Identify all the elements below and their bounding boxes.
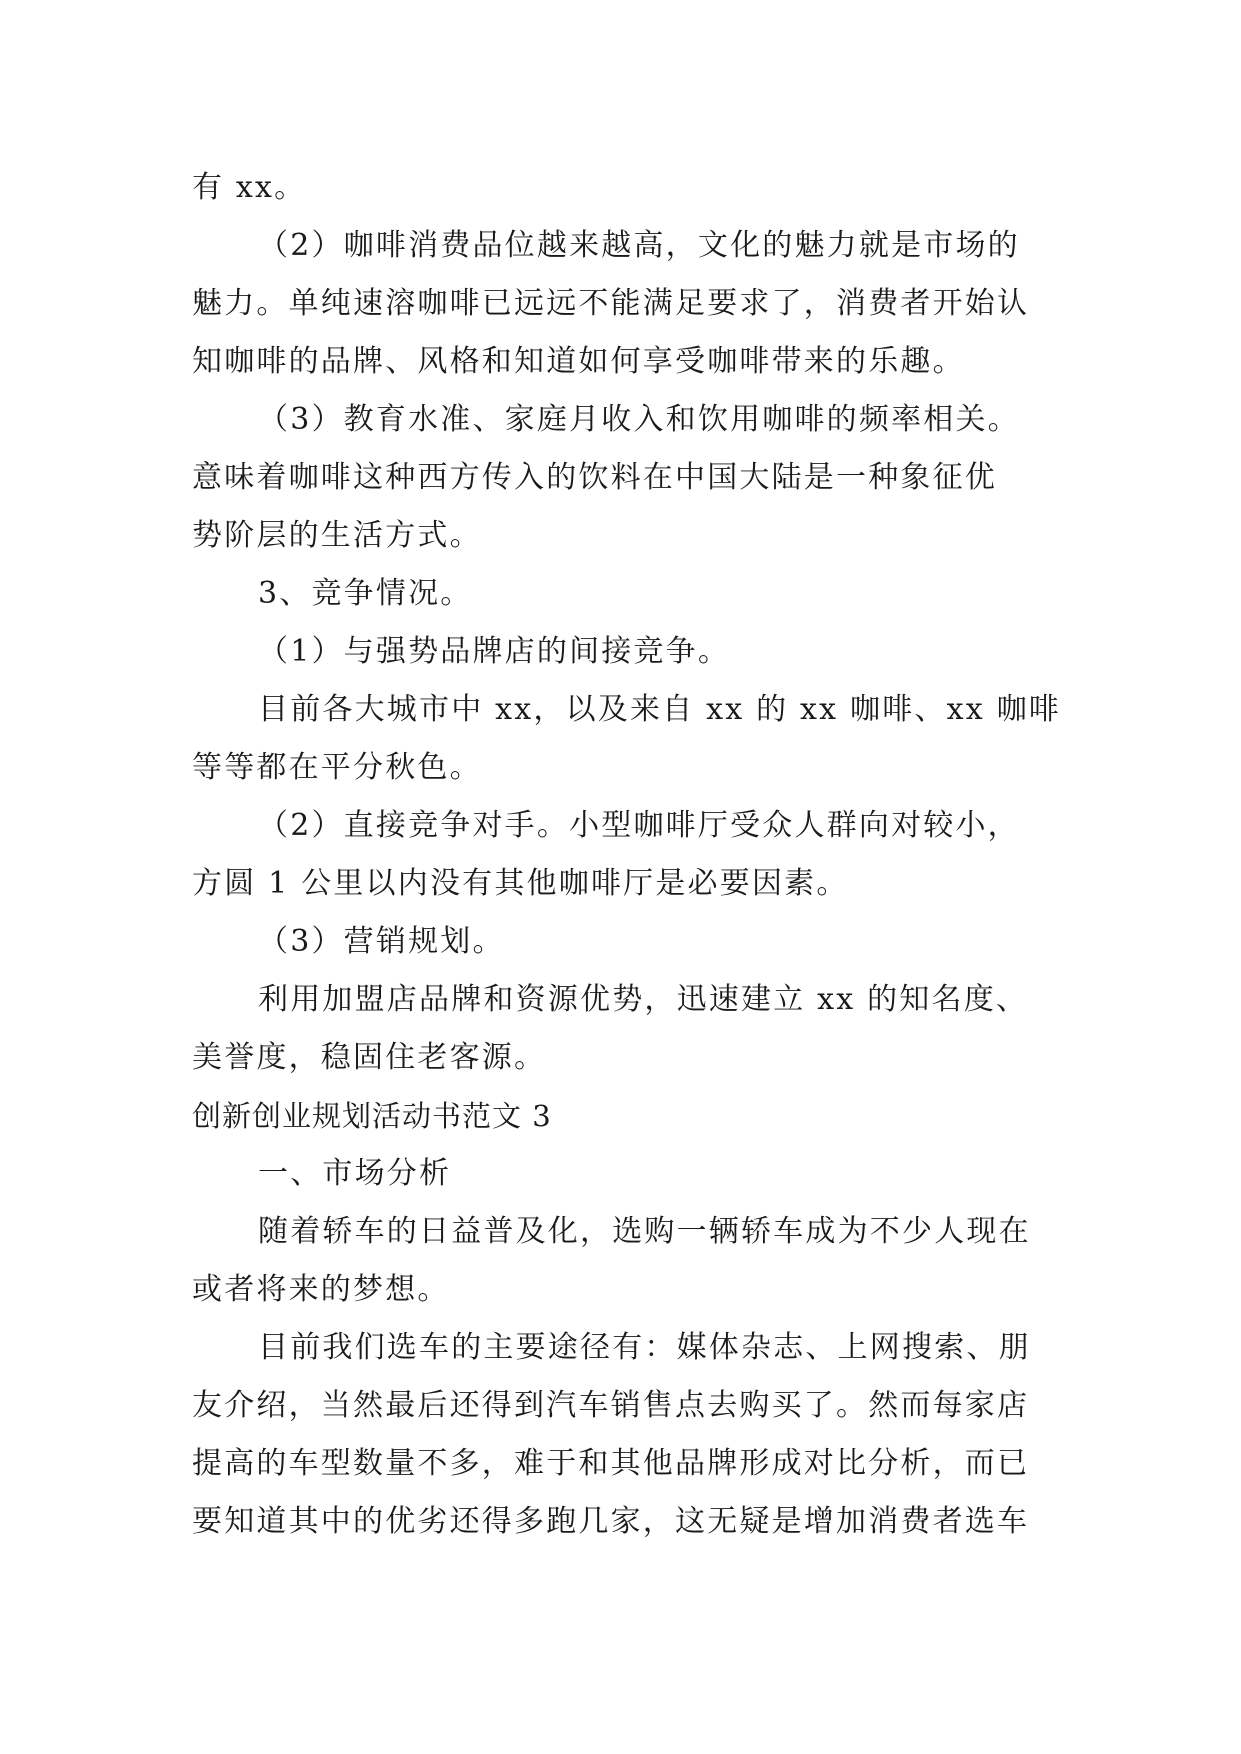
- text-line: 目前各大城市中 xx，以及来自 xx 的 xx 咖啡、xx 咖啡: [258, 692, 1061, 727]
- text-line: 魅力。单纯速溶咖啡已远远不能满足要求了，消费者开始认: [192, 286, 1030, 321]
- text-line: 势阶层的生活方式。: [192, 518, 482, 553]
- section-heading: 3、竞争情况。: [258, 576, 473, 611]
- text-line: 美誉度，稳固住老客源。: [192, 1040, 547, 1075]
- text-line: （3）教育水准、家庭月收入和饮用咖啡的频率相关。: [258, 402, 1020, 437]
- text-line: 等等都在平分秋色。: [192, 750, 482, 785]
- text-line: 或者将来的梦想。: [192, 1272, 450, 1307]
- text-line: 知咖啡的品牌、风格和知道如何享受咖啡带来的乐趣。: [192, 344, 965, 379]
- text-line: 意味着咖啡这种西方传入的饮料在中国大陆是一种象征优: [192, 460, 997, 495]
- text-line: 友介绍，当然最后还得到汽车销售点去购买了。然而每家店: [192, 1388, 1030, 1423]
- text-line: （3）营销规划。: [258, 924, 505, 959]
- text-line: 随着轿车的日益普及化，选购一辆轿车成为不少人现在: [258, 1214, 1031, 1249]
- text-line: 有 xx。: [192, 170, 307, 205]
- text-line: 要知道其中的优劣还得多跑几家，这无疑是增加消费者选车: [192, 1504, 1030, 1539]
- text-line: 方圆 1 公里以内没有其他咖啡厅是必要因素。: [192, 866, 849, 901]
- text-line: 提高的车型数量不多，难于和其他品牌形成对比分析，而已: [192, 1446, 1030, 1481]
- section-heading: 一、市场分析: [258, 1156, 452, 1191]
- text-line: 利用加盟店品牌和资源优势，迅速建立 xx 的知名度、: [258, 982, 1029, 1017]
- text-line: （2）咖啡消费品位越来越高，文化的魅力就是市场的: [258, 228, 1020, 263]
- text-line: （2）直接竞争对手。小型咖啡厅受众人群向对较小，: [258, 808, 1020, 843]
- text-line: 目前我们选车的主要途径有：媒体杂志、上网搜索、朋: [258, 1330, 1031, 1365]
- document-title: 创新创业规划活动书范文 3: [192, 1099, 552, 1133]
- text-line: （1）与强势品牌店的间接竞争。: [258, 634, 731, 669]
